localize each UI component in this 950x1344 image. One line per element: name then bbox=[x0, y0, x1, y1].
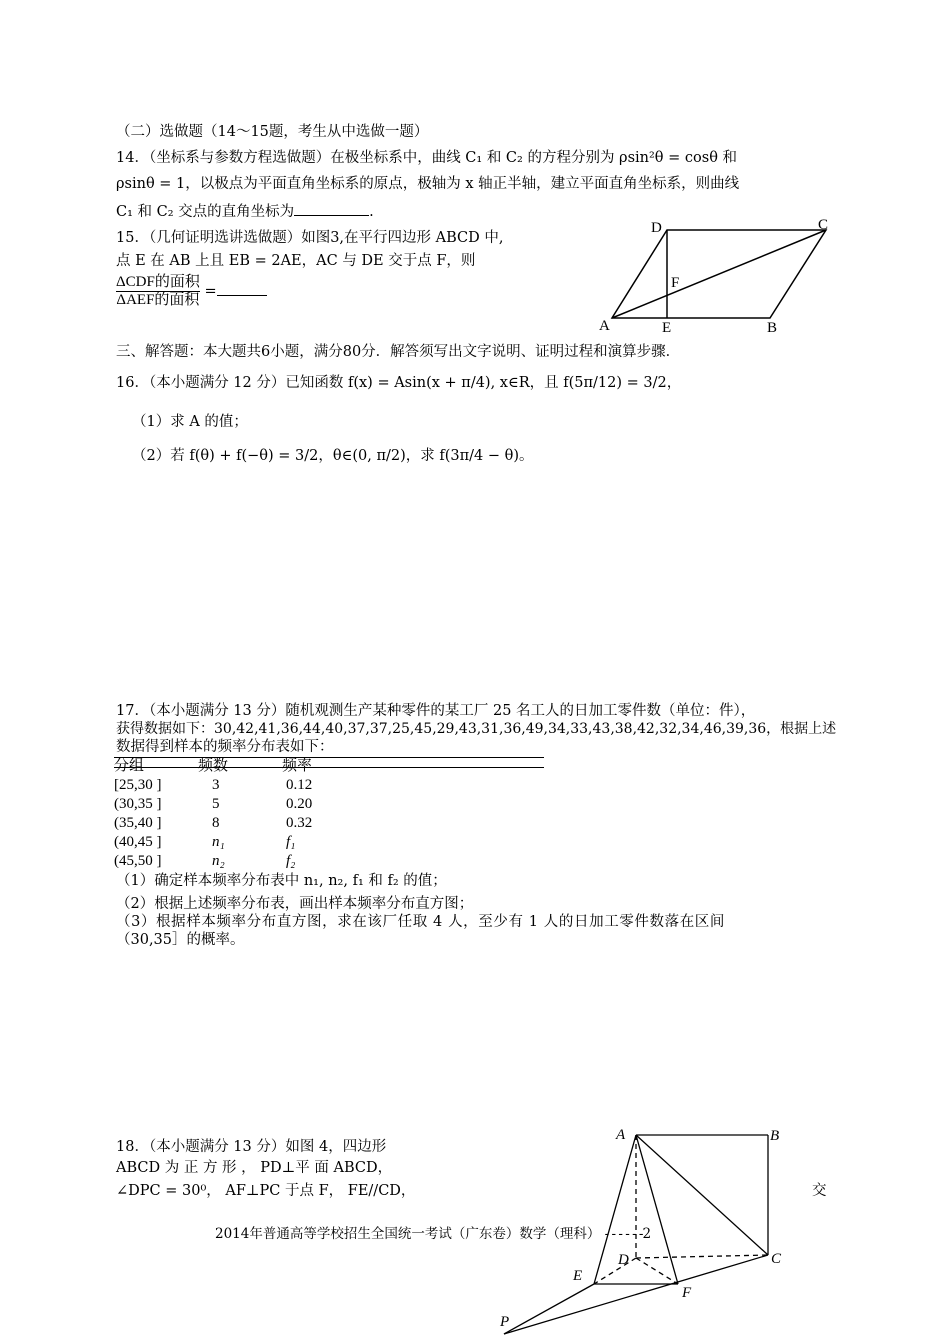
q17-line3: 数据得到样本的频率分布表如下： bbox=[116, 739, 334, 755]
cell-group: (35,40 ] bbox=[114, 815, 162, 831]
label-e: E bbox=[662, 320, 672, 336]
label-f: F bbox=[682, 1285, 692, 1301]
edge-dc-hidden bbox=[636, 1255, 768, 1258]
cell-count: 5 bbox=[212, 796, 220, 812]
q17-part3b: （30,35］的概率。 bbox=[116, 932, 245, 948]
section-heading-optional: （二）选做题（14～15题，考生从中选做一题） bbox=[116, 124, 429, 140]
label-c: C bbox=[818, 217, 829, 233]
cell-count: n₂ bbox=[212, 853, 225, 869]
q18-line3: ∠DPC = 30⁰， AF⊥PC 于点 F， FE//CD， bbox=[116, 1183, 416, 1199]
cell-count: 3 bbox=[212, 777, 220, 793]
footer-title: 2014年普通高等学校招生全国统一考试（广东卷）数学（理科） bbox=[215, 1226, 601, 1242]
q17-part3a: （3）根据样本频率分布直方图，求在该厂任取 4 人，至少有 1 人的日加工零件数落在区间 bbox=[116, 914, 726, 930]
figure-3-parallelogram bbox=[612, 230, 826, 318]
q14-line3-text: C₁ 和 C₂ 交点的直角坐标为 bbox=[116, 204, 295, 220]
cell-group: (40,45 ] bbox=[114, 834, 162, 850]
cell-count: 8 bbox=[212, 815, 220, 831]
label-f: F bbox=[671, 275, 680, 291]
cell-freq: f₁ bbox=[286, 834, 296, 850]
q15-line2: 点 E 在 AB 上且 EB = 2AE，AC 与 DE 交于点 F，则 bbox=[116, 253, 476, 269]
q17-part2: （2）根据上述频率分布表，画出样本频率分布直方图； bbox=[116, 896, 474, 912]
cell-group: [25,30 ] bbox=[114, 777, 162, 793]
q16-line1: 16．（本小题满分 12 分）已知函数 f(x) = Asin(x + π/4), x∈R，且 f(5π/12) = 3/2， bbox=[116, 375, 682, 391]
fraction-denominator: ΔAEF的面积 bbox=[116, 292, 200, 308]
header-group: 分组 bbox=[114, 758, 145, 774]
label-e: E bbox=[573, 1268, 583, 1284]
q17-line1: 17．（本小题满分 13 分）随机观测生产某种零件的某工厂 25 名工人的日加工零件数（单位：件）， bbox=[116, 703, 756, 719]
cell-freq: 0.12 bbox=[286, 777, 313, 793]
cell-freq: 0.32 bbox=[286, 815, 313, 831]
q16-part2: （2）若 f(θ) + f(−θ) = 3/2，θ∈(0, π/2)，求 f(3π/4 − θ)。 bbox=[132, 448, 534, 464]
edge-pe bbox=[504, 1284, 594, 1334]
fraction-numerator: ΔCDF的面积 bbox=[116, 274, 200, 290]
label-a: A bbox=[616, 1127, 626, 1143]
q14-line1: 14．（坐标系与参数方程选做题）在极坐标系中，曲线 C₁ 和 C₂ 的方程分别为 ρsin²θ = cosθ 和 bbox=[116, 150, 738, 166]
label-b: B bbox=[767, 320, 778, 336]
label-c: C bbox=[771, 1251, 782, 1267]
header-frequency: 频率 bbox=[282, 758, 313, 774]
header-count: 频数 bbox=[198, 758, 229, 774]
footer-dashes: - - - - - - bbox=[604, 1226, 643, 1242]
figure-4-pyramid bbox=[504, 1135, 768, 1334]
q17-part1: （1）确定样本频率分布表中 n₁, n₂, f₁ 和 f₂ 的值； bbox=[116, 873, 447, 889]
q17-line2: 获得数据如下：30,42,41,36,44,40,37,37,25,45,29,43,31,36,49,34,33,43,38,42,32,34,46,39,36，根据上述 bbox=[116, 721, 837, 737]
label-a: A bbox=[599, 318, 610, 334]
q15-line1: 15．（几何证明选讲选做题）如图3,在平行四边形 ABCD 中, bbox=[116, 230, 504, 246]
cell-group: (30,35 ] bbox=[114, 796, 162, 812]
edge-pc bbox=[504, 1255, 768, 1334]
label-d: D bbox=[618, 1252, 629, 1268]
cell-group: (45,50 ] bbox=[114, 853, 162, 869]
q18-trailing-char: 交 bbox=[812, 1183, 827, 1199]
label-p: P bbox=[500, 1314, 510, 1330]
q16-part1: （1）求 A 的值； bbox=[132, 414, 248, 430]
page-number: 2 bbox=[642, 1226, 652, 1242]
cell-freq: f₂ bbox=[286, 853, 296, 869]
segment-ac bbox=[612, 230, 826, 318]
edge-ae bbox=[594, 1135, 636, 1284]
q18-line1: 18．（本小题满分 13 分）如图 4，四边形 bbox=[116, 1139, 387, 1155]
equals-sign: = bbox=[204, 283, 217, 300]
q18-line2: ABCD 为 正 方 形 ， PD⊥平 面 ABCD， bbox=[116, 1160, 393, 1176]
label-b: B bbox=[770, 1128, 780, 1144]
label-d: D bbox=[651, 220, 662, 236]
edge-ac bbox=[636, 1135, 768, 1255]
edge-af bbox=[636, 1135, 678, 1284]
q14-line2: ρsinθ = 1，以极点为平面直角坐标系的原点，极轴为 x 轴正半轴，建立平面直角坐标系，则曲线 bbox=[116, 176, 740, 192]
cell-freq: 0.20 bbox=[286, 796, 313, 812]
cell-count: n₁ bbox=[212, 834, 225, 850]
q14-period: . bbox=[369, 204, 374, 220]
section-heading-solutions: 三、解答题：本大题共6小题，满分80分．解答须写出文字说明、证明过程和演算步骤． bbox=[116, 344, 681, 360]
